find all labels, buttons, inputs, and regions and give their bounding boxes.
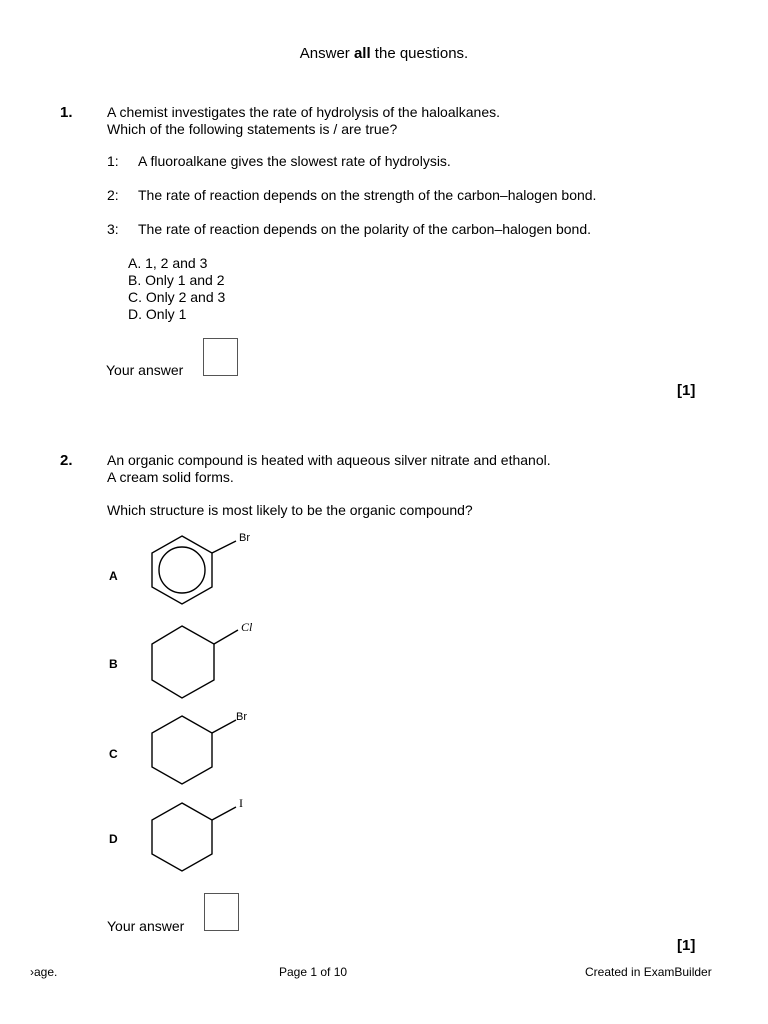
question-2-answer-box[interactable]: [204, 893, 239, 931]
option-b: B. Only 1 and 2: [128, 272, 225, 288]
statement-1-text: A fluoroalkane gives the slowest rate of hydrolysis.: [138, 153, 451, 169]
structure-d-bond: [212, 807, 236, 820]
statement-1-number: 1:: [107, 153, 119, 169]
question-2-prompt: Which structure is most likely to be the organic compound?: [107, 502, 473, 518]
statement-2-text: The rate of reaction depends on the strength of the carbon–halogen bond.: [138, 187, 597, 203]
footer-page-number: Page 1 of 10: [279, 965, 348, 979]
statement-2-number: 2:: [107, 187, 119, 203]
structure-b-letter: B: [109, 657, 118, 671]
statement-2: [107, 187, 119, 204]
question-1-intro: [107, 104, 500, 138]
structure-a-bond: [212, 541, 236, 553]
option-d: D. Only 1: [128, 306, 187, 322]
structure-b-ring: [152, 626, 214, 698]
footer-credit: Created in ExamBuilder: [585, 965, 712, 979]
structure-b-bond: [214, 630, 238, 644]
question-2-intro: [107, 452, 551, 486]
header-bold: all: [353, 45, 371, 62]
statement-3-number: 3:: [107, 221, 119, 237]
option-a: A. 1, 2 and 3: [128, 255, 208, 271]
structure-c-bond: [212, 720, 236, 733]
header-suffix: the questions.: [370, 45, 469, 62]
question-1-your-answer-label: Your answer: [106, 362, 184, 378]
structure-d-letter: D: [109, 832, 118, 846]
question-2-your-answer-label: Your answer: [107, 918, 185, 934]
question-1-intro-line1: A chemist investigates the rate of hydrolysis of the haloalkanes.: [107, 104, 500, 120]
statement-3: [107, 221, 119, 238]
question-2-mark: [1]: [677, 937, 696, 954]
page-header: [0, 45, 768, 62]
structure-c-substituent: Br: [236, 711, 247, 723]
statement-1: [107, 153, 119, 170]
structure-a-letter: A: [109, 569, 118, 583]
structure-a-ring: [152, 536, 212, 604]
question-1-mark: [1]: [677, 382, 696, 399]
question-2-intro-line2: A cream solid forms.: [107, 469, 234, 485]
structure-a-aromatic-circle: [159, 547, 205, 593]
structure-c-letter: C: [109, 747, 118, 761]
question-1-options: [128, 255, 225, 323]
statement-3-text: The rate of reaction depends on the polarity of the carbon–halogen bond.: [138, 221, 591, 237]
structure-d-substituent: I: [239, 796, 243, 810]
question-1-number: 1.: [60, 104, 73, 121]
footer-left: ›age.: [30, 965, 58, 979]
structure-a-substituent: Br: [239, 532, 250, 544]
option-c: C. Only 2 and 3: [128, 289, 226, 305]
structure-c-ring: [152, 716, 212, 784]
header-prefix: Answer: [299, 45, 354, 62]
question-2-number: 2.: [60, 452, 73, 469]
structure-b-substituent: Cl: [241, 620, 253, 634]
question-1-answer-box[interactable]: [203, 338, 238, 376]
structure-d-ring: [152, 803, 212, 871]
question-2-intro-line1: An organic compound is heated with aqueous silver nitrate and ethanol.: [107, 452, 551, 468]
question-1-intro-line2: Which of the following statements is / are true?: [107, 121, 398, 137]
